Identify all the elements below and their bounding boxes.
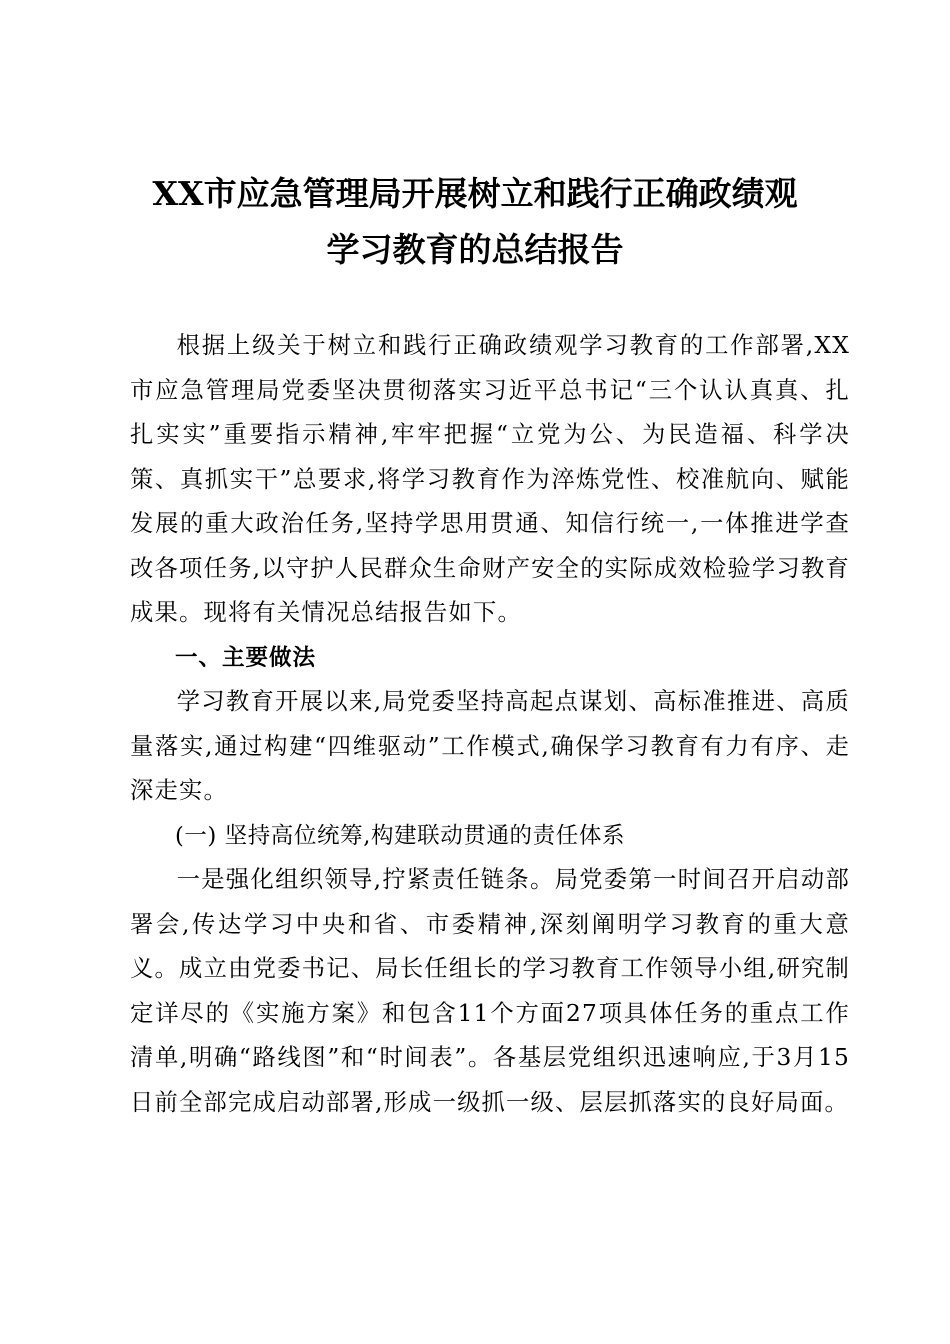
document-title [90, 166, 860, 278]
document-body [130, 324, 850, 1125]
title-line-1: XX市应急管理局开展树立和践行正确政绩观 [152, 174, 798, 213]
subsection-heading-1: (一) 坚持高位统筹,构建联动贯通的责任体系 [175, 822, 626, 849]
section1-paragraph: 学习教育开展以来,局党委坚持高起点谋划、高标准推进、高质量落实,通过构建“四维驱动”工作模式,确保学习教育有力有序、走深走实。 [130, 688, 850, 804]
intro-paragraph: 根据上级关于树立和践行正确政绩观学习教育的工作部署,XX市应急管理局党委坚决贯彻落实习近平总书记“三个认认真真、扎扎实实”重要指示精神,牢牢把握“立党为公、为民造福、科学决策、真抓实干”总要求,将学习教育作为淬炼党性、校准航向、赋能发展的重大政治任务,坚持学思用贯通、知信行统一,一体推进学查改各项任务,以守护人民群众生命财产安全的实际成效检验学习教育成果。现将有关情况总结报告如下。 [130, 332, 850, 626]
section-heading-main-practices: 一、主要做法 [175, 644, 317, 671]
subsection1-paragraph: 一是强化组织领导,拧紧责任链条。局党委第一时间召开启动部署会,传达学习中央和省、市委精神,深刻阐明学习教育的重大意义。成立由党委书记、局长任组长的学习教育工作领导小组,研究制定详尽的《实施方案》和包含11个方面27项具体任务的重点工作清单,明确“路线图”和“时间表”。各基层党组织迅速响应,于3月15日前全部完成启动部署,形成一级抓一级、层层抓落实的良好局面。 [130, 866, 850, 1116]
title-line-2: 学习教育的总结报告 [326, 230, 624, 269]
